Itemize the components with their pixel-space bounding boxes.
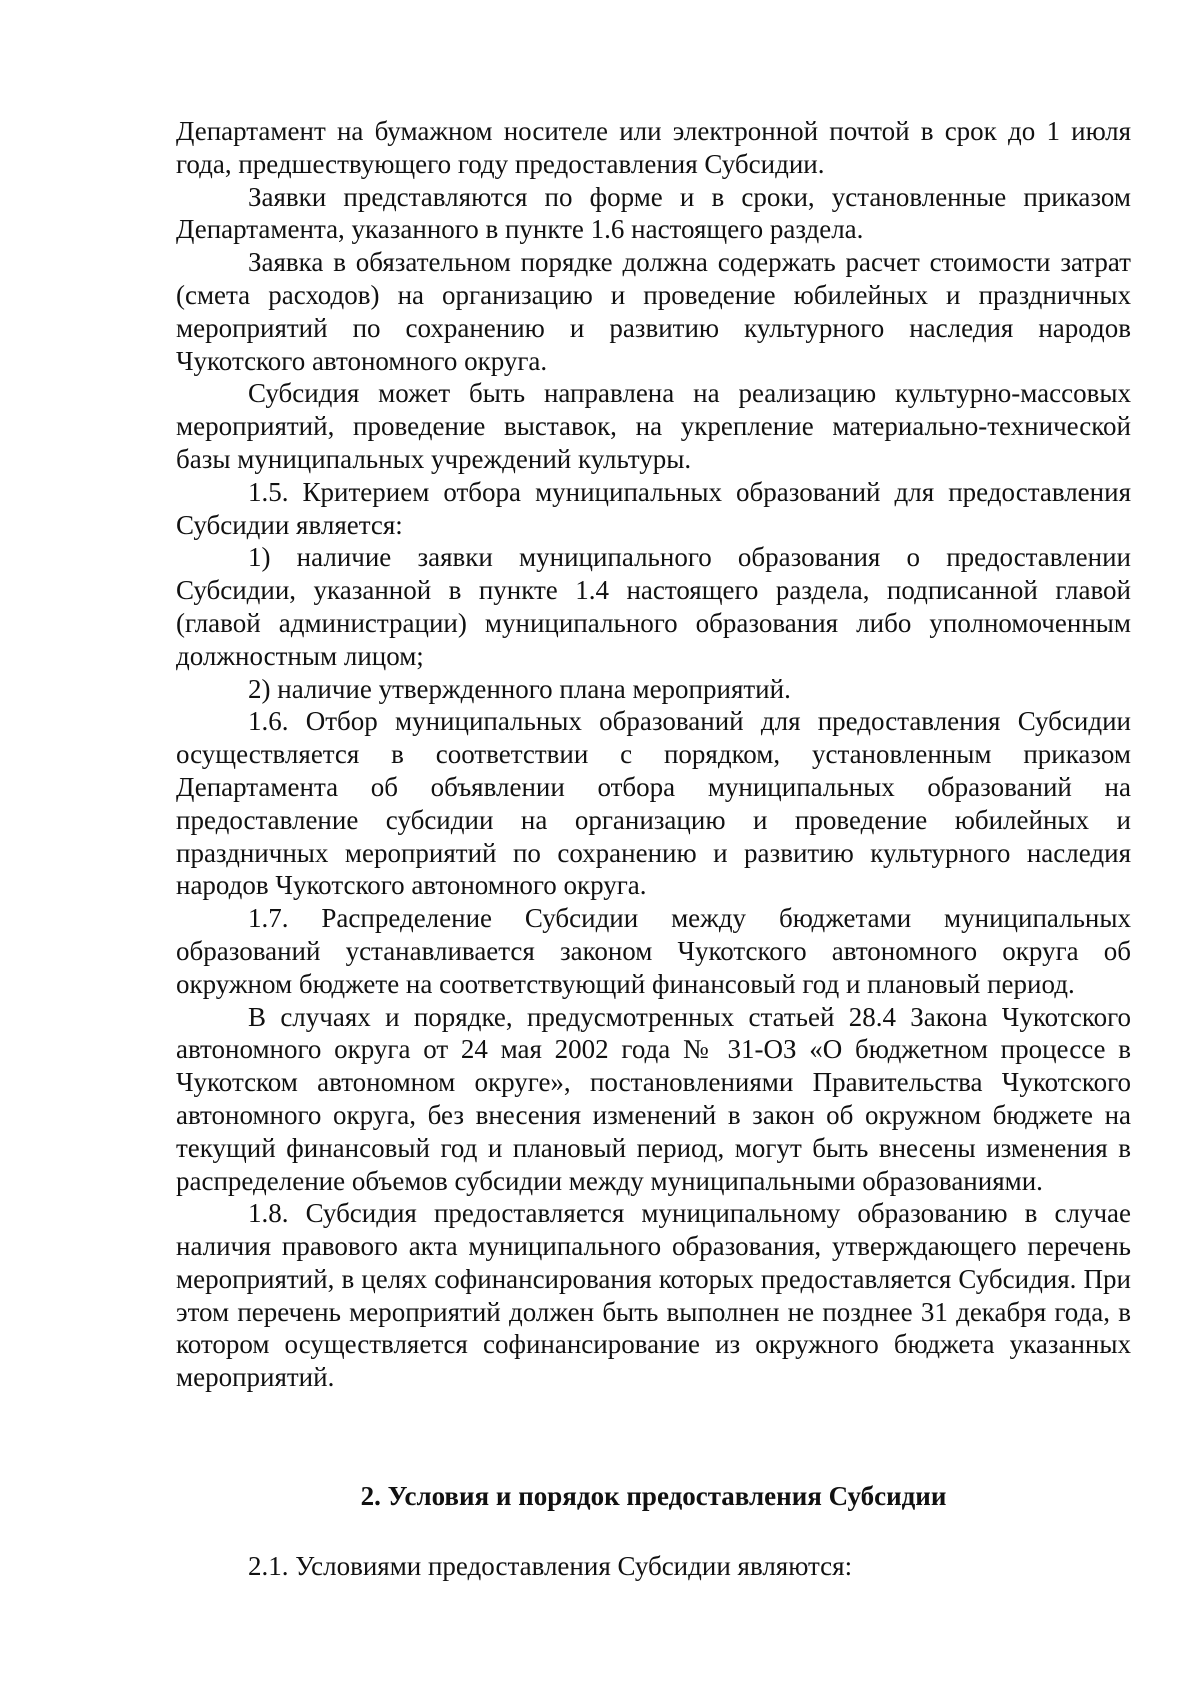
paragraph-1: Департамент на бумажном носителе или электронной почтой в срок до 1 июля года, предшествующего году предоставления Субсидии. bbox=[176, 116, 1131, 179]
paragraph-7: 2) наличие утвержденного плана мероприятий. bbox=[248, 673, 791, 704]
paragraph-3: Заявка в обязательном порядке должна содержать расчет стоимости затрат (смета расходов) на организацию и проведение юбилейных и праздничных мероприятий по сохранению и развитию культурного наследия народов Чукотского автономного округа. bbox=[176, 247, 1131, 376]
document-body bbox=[176, 115, 1131, 1394]
paragraph-2: Заявки представляются по форме и в сроки, установленные приказом Департамента, указанного в пункте 1.6 настоящего раздела. bbox=[176, 181, 1131, 245]
paragraph-6: 1) наличие заявки муниципального образования о предоставлении Субсидии, указанной в пункте 1.4 настоящего раздела, подписанной главой (главой администрации) муниципального образования либо уполномоченным должностным лицом; bbox=[176, 542, 1131, 671]
paragraph-9: 1.7. Распределение Субсидии между бюджетами муниципальных образований устанавливается законом Чукотского автономного округа об окружном бюджете на соответствующий финансовый год и плановый период. bbox=[176, 903, 1131, 999]
paragraph-5: 1.5. Критерием отбора муниципальных образований для предоставления Субсидии является: bbox=[176, 476, 1131, 540]
paragraph-2-1: 2.1. Условиями предоставления Субсидии являются: bbox=[248, 1551, 853, 1581]
paragraph-8: 1.6. Отбор муниципальных образований для предоставления Субсидии осуществляется в соответствии с порядком, установленным приказом Департамента об объявлении отбора муниципальных образований на предоставление субсидии на организацию и проведение юбилейных и праздничных мероприятий по сохранению и развитию культурного наследия народов Чукотского автономного округа. bbox=[176, 706, 1131, 901]
section-heading: 2. Условия и порядок предоставления Субсидии bbox=[360, 1481, 947, 1511]
paragraph-11: 1.8. Субсидия предоставляется муниципальному образованию в случае наличия правового акта муниципального образования, утверждающего перечень мероприятий, в целях софинансирования которых предоставляется Субсидия. При этом перечень мероприятий должен быть выполнен не позднее 31 декабря года, в котором осуществляется софинансирование из окружного бюджета указанных мероприятий. bbox=[176, 1198, 1131, 1393]
paragraph-10: В случаях и порядке, предусмотренных статьей 28.4 Закона Чукотского автономного округа от 24 мая 2002 года № 31-ОЗ «О бюджетном процессе в Чукотском автономном округе», постановлениями Правительства Чукотского автономного округа, без внесения изменений в закон об окружном бюджете на текущий финансовый год и плановый период, могут быть внесены изменения в распределение объемов субсидии между муниципальными образованиями. bbox=[176, 1001, 1131, 1196]
paragraph-4: Субсидия может быть направлена на реализацию культурно-массовых мероприятий, проведение выставок, на укрепление материально-технической базы муниципальных учреждений культуры. bbox=[176, 378, 1131, 474]
